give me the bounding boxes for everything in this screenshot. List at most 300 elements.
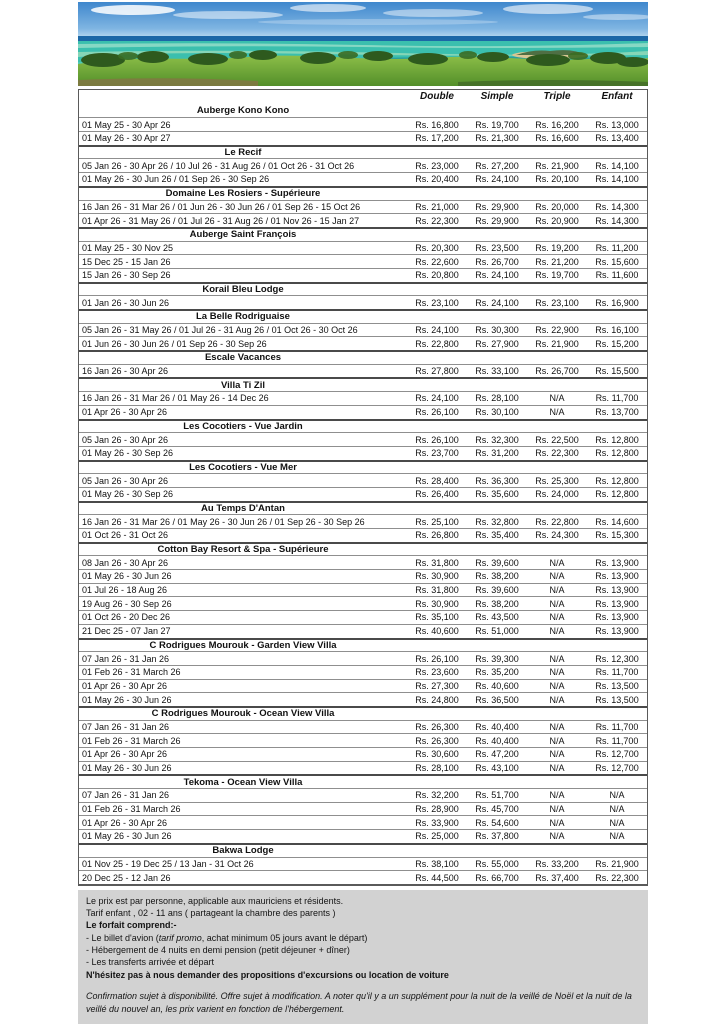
price-triple: N/A: [549, 680, 565, 691]
date-range: 01 May 25 - 30 Apr 26: [82, 119, 171, 130]
date-range: 07 Jan 26 - 31 Jan 26: [82, 721, 170, 732]
price-simple: Rs. 51,700: [475, 790, 519, 801]
hotel-title-row: [79, 350, 647, 364]
hotel-section: [79, 145, 647, 186]
price-enfant: Rs. 13,900: [595, 557, 639, 568]
hotel-section: [79, 309, 647, 350]
hotel-name: Cotton Bay Resort & Spa - Supérieure: [157, 544, 329, 556]
price-simple: Rs. 39,600: [475, 557, 519, 568]
rate-row: [79, 815, 647, 829]
price-simple: Rs. 39,300: [475, 653, 519, 664]
hotel-title-row: [79, 186, 647, 200]
price-triple: Rs. 37,400: [535, 872, 579, 883]
price-enfant: Rs. 15,300: [595, 530, 639, 541]
price-double: Rs. 26,100: [415, 407, 459, 418]
price-enfant: N/A: [609, 790, 625, 801]
date-range: 01 May 26 - 30 Sep 26: [82, 489, 174, 500]
rate-row: [79, 131, 647, 145]
hotel-title-row: [79, 104, 647, 118]
price-enfant: Rs. 11,700: [595, 393, 639, 404]
price-double: Rs. 26,300: [415, 735, 459, 746]
hotel-section: [79, 706, 647, 774]
note-child-rate: Tarif enfant , 02 - 11 ans ( partageant la chambre des parents ): [86, 908, 336, 919]
hotel-section: [79, 186, 647, 227]
rate-row: [79, 295, 647, 309]
price-triple: N/A: [549, 598, 565, 609]
date-range: 01 Apr 26 - 30 Apr 26: [82, 407, 168, 418]
rate-row: [79, 733, 647, 747]
price-double: Rs. 28,100: [415, 763, 459, 774]
hotel-title-row: [79, 501, 647, 515]
rate-row: [79, 336, 647, 350]
confirmation-note: Confirmation sujet à disponibilité. Offre sujet à modification. A noter qu'il y a un supplément pour la nuit de la veillé de Noël et la nuit de la veillé du nouvel an, les prix varient en fonction de l'hébergement.: [86, 990, 632, 1014]
price-simple: Rs. 21,300: [475, 133, 519, 144]
rate-row: [79, 788, 647, 802]
price-simple: Rs. 38,200: [475, 598, 519, 609]
price-triple: Rs. 20,000: [535, 201, 579, 212]
hotel-name: Le Recif: [224, 147, 262, 159]
date-range: 01 May 26 - 30 Jun 26: [82, 571, 172, 582]
hotel-name: Bakwa Lodge: [212, 845, 274, 857]
date-range: 01 May 26 - 30 Jun 26: [82, 763, 172, 774]
price-enfant: Rs. 12,300: [595, 653, 639, 664]
date-range: 01 Apr 26 - 30 Apr 26: [82, 817, 168, 828]
price-simple: Rs. 37,800: [475, 831, 519, 842]
rate-row: [79, 268, 647, 282]
price-triple: Rs. 24,000: [535, 489, 579, 500]
price-double: Rs. 17,200: [415, 133, 459, 144]
hotel-section: [79, 774, 647, 842]
hotel-section: [79, 282, 647, 309]
price-enfant: Rs. 12,700: [595, 763, 639, 774]
price-double: Rs. 23,700: [415, 448, 459, 459]
price-double: Rs. 26,300: [415, 721, 459, 732]
price-simple: Rs. 35,400: [475, 530, 519, 541]
hotel-name: Auberge Saint François: [189, 229, 297, 241]
hotel-section: [79, 542, 647, 638]
date-range: 15 Dec 25 - 15 Jan 26: [82, 256, 171, 267]
rate-row: [79, 596, 647, 610]
price-double: Rs. 30,900: [415, 598, 459, 609]
hotel-title-row: [79, 419, 647, 433]
hotel-name: Au Temps D'Antan: [201, 502, 285, 514]
price-triple: Rs. 22,300: [535, 448, 579, 459]
price-double: Rs. 20,400: [415, 174, 459, 185]
price-enfant: Rs. 13,700: [595, 407, 639, 418]
price-triple: N/A: [549, 653, 565, 664]
date-range: 08 Jan 26 - 30 Apr 26: [82, 557, 169, 568]
note-price-per-person: Le prix est par personne, applicable aux mauriciens et résidents.: [86, 895, 344, 906]
price-double: Rs. 22,800: [415, 338, 459, 349]
price-enfant: Rs. 12,800: [595, 448, 639, 459]
date-range: 01 Jan 26 - 30 Jun 26: [82, 297, 170, 308]
price-simple: Rs. 27,200: [475, 160, 519, 171]
price-enfant: Rs. 11,200: [595, 242, 639, 253]
hotel-title-row: [79, 706, 647, 720]
rate-row: [79, 583, 647, 597]
price-triple: N/A: [549, 749, 565, 760]
price-enfant: Rs. 13,400: [595, 133, 639, 144]
price-triple: N/A: [549, 694, 565, 705]
price-enfant: Rs. 12,800: [595, 434, 639, 445]
note-flight: - Le billet d'avion (tarif promo, achat minimum 05 jours avant le départ): [86, 932, 368, 943]
price-triple: N/A: [549, 585, 565, 596]
date-range: 01 Feb 26 - 31 March 26: [82, 667, 181, 678]
price-double: Rs. 26,100: [415, 434, 459, 445]
price-simple: Rs. 24,100: [475, 297, 519, 308]
island-panorama-image: [78, 2, 648, 86]
column-header-enfant: Enfant: [601, 91, 633, 103]
price-double: Rs. 31,800: [415, 585, 459, 596]
hotel-name: Villa Ti Zil: [221, 379, 265, 391]
hotel-name: Escale Vacances: [204, 352, 282, 364]
price-simple: Rs. 36,500: [475, 694, 519, 705]
price-double: Rs. 20,300: [415, 242, 459, 253]
brochure-page: [78, 0, 648, 1024]
date-range: 01 Jul 26 - 18 Aug 26: [82, 585, 168, 596]
date-range: 01 Feb 26 - 31 March 26: [82, 735, 181, 746]
hotel-section: [79, 104, 647, 145]
rate-row: [79, 692, 647, 706]
price-simple: Rs. 55,000: [475, 858, 519, 869]
hotel-name: Auberge Kono Kono: [196, 105, 290, 117]
hotel-title-row: [79, 227, 647, 241]
rate-row: [79, 802, 647, 816]
hotel-title-row: [79, 542, 647, 556]
rate-row: [79, 679, 647, 693]
price-enfant: Rs. 12,800: [595, 475, 639, 486]
price-triple: Rs. 21,900: [535, 338, 579, 349]
price-triple: Rs. 21,900: [535, 160, 579, 171]
hotel-name: Tekoma - Ocean View Villa: [183, 776, 303, 788]
rate-row: [79, 514, 647, 528]
hotel-name: Les Cocotiers - Vue Jardin: [183, 420, 303, 432]
price-simple: Rs. 35,200: [475, 667, 519, 678]
rate-row: [79, 487, 647, 501]
rate-row: [79, 432, 647, 446]
rate-row: [79, 624, 647, 638]
rate-row: [79, 665, 647, 679]
hotel-section: [79, 227, 647, 282]
price-simple: Rs. 30,300: [475, 325, 519, 336]
price-triple: Rs. 33,200: [535, 858, 579, 869]
price-double: Rs. 23,000: [415, 160, 459, 171]
hotel-title-row: [79, 774, 647, 788]
price-triple: N/A: [549, 763, 565, 774]
price-simple: Rs. 30,100: [475, 407, 519, 418]
rate-row: [79, 651, 647, 665]
price-simple: Rs. 66,700: [475, 872, 519, 883]
price-simple: Rs. 40,600: [475, 680, 519, 691]
price-double: Rs. 32,200: [415, 790, 459, 801]
price-simple: Rs. 32,300: [475, 434, 519, 445]
hotel-name: Korail Bleu Lodge: [202, 283, 284, 295]
price-enfant: Rs. 13,500: [595, 680, 639, 691]
price-triple: N/A: [549, 831, 565, 842]
price-triple: N/A: [549, 612, 565, 623]
column-header-row: [79, 90, 647, 104]
hotel-name: Les Cocotiers - Vue Mer: [189, 461, 297, 473]
price-enfant: Rs. 12,700: [595, 749, 639, 760]
price-enfant: Rs. 11,700: [595, 721, 639, 732]
price-enfant: Rs. 21,900: [595, 858, 639, 869]
price-simple: Rs. 29,900: [475, 215, 519, 226]
price-enfant: Rs. 13,500: [595, 694, 639, 705]
price-triple: Rs. 20,100: [535, 174, 579, 185]
price-triple: N/A: [549, 721, 565, 732]
price-triple: Rs. 22,900: [535, 325, 579, 336]
hotel-section: [79, 419, 647, 460]
price-double: Rs. 16,800: [415, 119, 459, 130]
price-triple: Rs. 25,300: [535, 475, 579, 486]
hotel-name: La Belle Rodriguaise: [196, 311, 290, 323]
price-enfant: N/A: [609, 831, 625, 842]
price-enfant: Rs. 14,600: [595, 516, 639, 527]
rate-row: [79, 569, 647, 583]
price-double: Rs. 27,800: [415, 366, 459, 377]
price-double: Rs. 35,100: [415, 612, 459, 623]
price-double: Rs. 31,800: [415, 557, 459, 568]
price-triple: Rs. 19,200: [535, 242, 579, 253]
price-simple: Rs. 43,500: [475, 612, 519, 623]
rates-table: [78, 89, 648, 886]
note-excursions: N'hésitez pas à nous demander des propositions d'excursions ou location de voiture: [86, 969, 449, 980]
price-enfant: Rs. 14,100: [595, 174, 639, 185]
rate-row: [79, 405, 647, 419]
price-simple: Rs. 45,700: [475, 804, 519, 815]
date-range: 01 Apr 26 - 30 Apr 26: [82, 680, 168, 691]
price-enfant: Rs. 13,000: [595, 119, 639, 130]
price-triple: N/A: [549, 407, 565, 418]
price-simple: Rs. 40,400: [475, 721, 519, 732]
rate-row: [79, 158, 647, 172]
date-range: 01 May 26 - 30 Jun 26: [82, 831, 172, 842]
price-double: Rs. 25,000: [415, 831, 459, 842]
date-range: 01 Nov 25 - 19 Dec 25 / 13 Jan - 31 Oct 26: [82, 858, 254, 869]
price-triple: N/A: [549, 571, 565, 582]
rate-row: [79, 200, 647, 214]
price-enfant: N/A: [609, 804, 625, 815]
price-double: Rs. 24,800: [415, 694, 459, 705]
price-double: Rs. 30,900: [415, 571, 459, 582]
price-triple: Rs. 21,200: [535, 256, 579, 267]
price-double: Rs. 26,100: [415, 653, 459, 664]
date-range: 07 Jan 26 - 31 Jan 26: [82, 790, 170, 801]
price-double: Rs. 44,500: [415, 872, 459, 883]
price-enfant: Rs. 16,900: [595, 297, 639, 308]
price-simple: Rs. 32,800: [475, 516, 519, 527]
price-double: Rs. 23,600: [415, 667, 459, 678]
price-double: Rs. 24,100: [415, 393, 459, 404]
price-triple: Rs. 26,700: [535, 366, 579, 377]
rate-row: [79, 473, 647, 487]
price-triple: Rs. 24,300: [535, 530, 579, 541]
price-simple: Rs. 43,100: [475, 763, 519, 774]
date-range: 01 May 26 - 30 Sep 26: [82, 448, 174, 459]
price-triple: N/A: [549, 790, 565, 801]
price-enfant: Rs. 22,300: [595, 872, 639, 883]
note-accommodation: - Hébergement de 4 nuits en demi pension (petit déjeuner + dîner): [86, 945, 350, 956]
price-simple: Rs. 40,400: [475, 735, 519, 746]
price-double: Rs. 28,400: [415, 475, 459, 486]
hotel-sections: [79, 104, 647, 884]
price-double: Rs. 25,100: [415, 516, 459, 527]
hotel-section: [79, 377, 647, 418]
hotel-section: [79, 843, 647, 884]
price-double: Rs. 40,600: [415, 626, 459, 637]
price-triple: N/A: [549, 804, 565, 815]
price-triple: N/A: [549, 626, 565, 637]
date-range: 01 May 26 - 30 Apr 27: [82, 133, 171, 144]
price-double: Rs. 26,400: [415, 489, 459, 500]
price-triple: N/A: [549, 557, 565, 568]
price-double: Rs. 20,800: [415, 270, 459, 281]
price-triple: N/A: [549, 393, 565, 404]
note-transfers: - Les transferts arrivée et départ: [86, 957, 215, 968]
price-triple: N/A: [549, 817, 565, 828]
date-range: 20 Dec 25 - 12 Jan 26: [82, 872, 171, 883]
rate-row: [79, 254, 647, 268]
rate-row: [79, 528, 647, 542]
price-double: Rs. 28,900: [415, 804, 459, 815]
date-range: 01 May 25 - 30 Nov 25: [82, 242, 174, 253]
price-triple: Rs. 23,100: [535, 297, 579, 308]
price-enfant: Rs. 15,200: [595, 338, 639, 349]
price-simple: Rs. 24,100: [475, 174, 519, 185]
date-range: 01 May 26 - 30 Jun 26 / 01 Sep 26 - 30 Sep 26: [82, 174, 270, 185]
price-double: Rs. 33,900: [415, 817, 459, 828]
price-enfant: Rs. 14,300: [595, 201, 639, 212]
rate-row: [79, 761, 647, 775]
price-enfant: Rs. 14,100: [595, 160, 639, 171]
hotel-name: C Rodrigues Mourouk - Ocean View Villa: [151, 708, 335, 720]
hotel-section: [79, 638, 647, 706]
price-enfant: Rs. 13,900: [595, 571, 639, 582]
price-enfant: Rs. 16,100: [595, 325, 639, 336]
column-header-triple: Triple: [543, 91, 571, 103]
rate-row: [79, 555, 647, 569]
date-range: 05 Jan 26 - 30 Apr 26 / 10 Jul 26 - 31 Aug 26 / 01 Oct 26 - 31 Oct 26: [82, 160, 355, 171]
price-triple: Rs. 22,500: [535, 434, 579, 445]
price-enfant: Rs. 13,900: [595, 598, 639, 609]
price-simple: Rs. 27,900: [475, 338, 519, 349]
date-range: 16 Jan 26 - 31 Mar 26 / 01 May 26 - 14 Dec 26: [82, 393, 269, 404]
price-enfant: Rs. 13,900: [595, 585, 639, 596]
price-triple: N/A: [549, 735, 565, 746]
price-double: Rs. 21,000: [415, 201, 459, 212]
date-range: 21 Dec 25 - 07 Jan 27: [82, 626, 171, 637]
date-range: 01 Jun 26 - 30 Jun 26 / 01 Sep 26 - 30 Sep 26: [82, 338, 267, 349]
price-double: Rs. 26,800: [415, 530, 459, 541]
date-range: 16 Jan 26 - 31 Mar 26 / 01 May 26 - 30 Jun 26 / 01 Sep 26 - 30 Sep 26: [82, 516, 365, 527]
price-simple: Rs. 23,500: [475, 242, 519, 253]
date-range: 05 Jan 26 - 30 Apr 26: [82, 434, 169, 445]
rate-row: [79, 446, 647, 460]
notes-box: [78, 890, 648, 1024]
hotel-title-row: [79, 309, 647, 323]
rate-row: [79, 241, 647, 255]
price-enfant: Rs. 11,700: [595, 735, 639, 746]
price-double: Rs. 22,600: [415, 256, 459, 267]
price-simple: Rs. 24,100: [475, 270, 519, 281]
rate-row: [79, 747, 647, 761]
date-range: 07 Jan 26 - 31 Jan 26: [82, 653, 170, 664]
price-enfant: Rs. 13,900: [595, 626, 639, 637]
rate-row: [79, 720, 647, 734]
rate-row: [79, 391, 647, 405]
date-range: 01 Oct 26 - 20 Dec 26: [82, 612, 171, 623]
hotel-title-row: [79, 282, 647, 296]
date-range: 01 Oct 26 - 31 Oct 26: [82, 530, 169, 541]
price-triple: Rs. 16,200: [535, 119, 579, 130]
price-enfant: Rs. 14,300: [595, 215, 639, 226]
hotel-title-row: [79, 145, 647, 159]
rate-row: [79, 213, 647, 227]
price-triple: Rs. 16,600: [535, 133, 579, 144]
column-header-double: Double: [420, 91, 454, 103]
price-simple: Rs. 47,200: [475, 749, 519, 760]
date-range: 16 Jan 26 - 31 Mar 26 / 01 Jun 26 - 30 Jun 26 / 01 Sep 26 - 15 Oct 26: [82, 201, 361, 212]
date-range: 01 May 26 - 30 Jun 26: [82, 694, 172, 705]
hotel-section: [79, 460, 647, 501]
hotel-name: Domaine Les Rosiers - Supérieure: [165, 188, 321, 200]
rate-row: [79, 364, 647, 378]
rate-row: [79, 323, 647, 337]
date-range: 16 Jan 26 - 30 Apr 26: [82, 366, 169, 377]
price-triple: Rs. 19,700: [535, 270, 579, 281]
price-simple: Rs. 26,700: [475, 256, 519, 267]
price-double: Rs. 38,100: [415, 858, 459, 869]
price-triple: N/A: [549, 667, 565, 678]
rate-row: [79, 829, 647, 843]
hotel-section: [79, 350, 647, 377]
price-simple: Rs. 29,900: [475, 201, 519, 212]
date-range: 15 Jan 26 - 30 Sep 26: [82, 270, 171, 281]
rate-row: [79, 610, 647, 624]
column-header-simple: Simple: [480, 91, 514, 103]
price-simple: Rs. 33,100: [475, 366, 519, 377]
price-double: Rs. 23,100: [415, 297, 459, 308]
hotel-title-row: [79, 843, 647, 857]
price-enfant: Rs. 12,800: [595, 489, 639, 500]
price-simple: Rs. 19,700: [475, 119, 519, 130]
price-simple: Rs. 54,600: [475, 817, 519, 828]
price-simple: Rs. 51,000: [475, 626, 519, 637]
date-range: 01 Apr 26 - 30 Apr 26: [82, 749, 168, 760]
price-simple: Rs. 38,200: [475, 571, 519, 582]
price-enfant: Rs. 15,600: [595, 256, 639, 267]
date-range: 19 Aug 26 - 30 Sep 26: [82, 598, 172, 609]
price-double: Rs. 30,600: [415, 749, 459, 760]
price-enfant: Rs. 11,700: [595, 667, 639, 678]
date-range: 01 Apr 26 - 31 May 26 / 01 Jul 26 - 31 Aug 26 / 01 Nov 26 - 15 Jan 27: [82, 215, 360, 226]
price-double: Rs. 22,300: [415, 215, 459, 226]
price-enfant: Rs. 11,600: [595, 270, 639, 281]
hotel-section: [79, 501, 647, 542]
price-simple: Rs. 31,200: [475, 448, 519, 459]
note-package-includes: Le forfait comprend:-: [86, 920, 177, 931]
hotel-title-row: [79, 638, 647, 652]
price-simple: Rs. 39,600: [475, 585, 519, 596]
price-enfant: N/A: [609, 817, 625, 828]
price-double: Rs. 24,100: [415, 325, 459, 336]
rate-row: [79, 172, 647, 186]
hotel-title-row: [79, 460, 647, 474]
hotel-name: C Rodrigues Mourouk - Garden View Villa: [149, 639, 337, 651]
price-simple: Rs. 28,100: [475, 393, 519, 404]
hotel-title-row: [79, 377, 647, 391]
rate-row: [79, 857, 647, 871]
